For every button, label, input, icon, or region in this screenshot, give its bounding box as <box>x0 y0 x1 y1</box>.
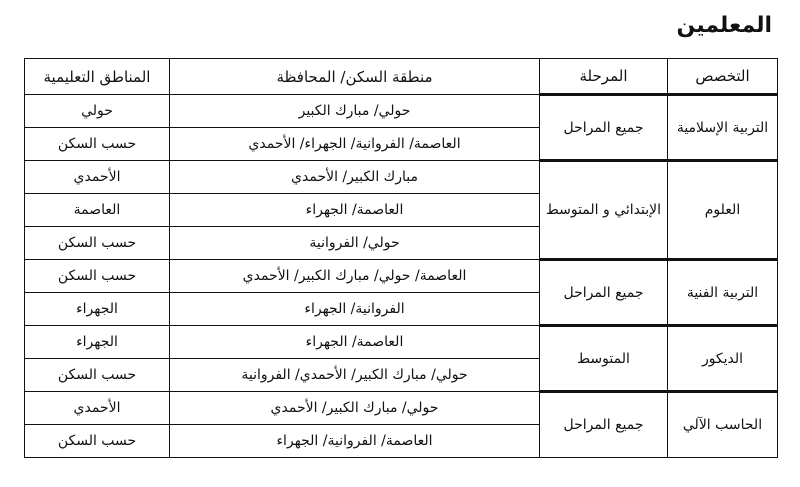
table-body <box>25 95 778 458</box>
stage-cell: جميع المراحل <box>540 260 668 326</box>
header-zones: المناطق التعليمية <box>25 59 170 95</box>
header-stage: المرحلة <box>540 59 668 95</box>
header-row <box>25 59 778 95</box>
zone-cell: الجهراء <box>25 326 170 359</box>
teachers-table <box>24 58 778 458</box>
stage-cell: جميع المراحل <box>540 95 668 161</box>
stage-cell: الإبتدائي و المتوسط <box>540 161 668 260</box>
specialty-cell: الديكور <box>668 326 778 392</box>
residence-cell: العاصمة/ حولي/ مبارك الكبير/ الأحمدي <box>170 260 540 293</box>
zone-cell: حسب السكن <box>25 227 170 260</box>
header-residence: منطقة السكن/ المحافظة <box>170 59 540 95</box>
table-row <box>25 326 778 359</box>
stage-cell: المتوسط <box>540 326 668 392</box>
residence-cell: حولي/ مبارك الكبير/ الأحمدي <box>170 392 540 425</box>
zone-cell: الجهراء <box>25 293 170 326</box>
stage-cell: جميع المراحل <box>540 392 668 458</box>
residence-cell: العاصمة/ الجهراء <box>170 326 540 359</box>
specialty-cell: الحاسب الآلي <box>668 392 778 458</box>
specialty-cell: التربية الفنية <box>668 260 778 326</box>
header-specialty: التخصص <box>668 59 778 95</box>
zone-cell: حسب السكن <box>25 128 170 161</box>
table-row <box>25 392 778 425</box>
residence-cell: العاصمة/ الفروانية/ الجهراء/ الأحمدي <box>170 128 540 161</box>
zone-cell: حسب السكن <box>25 425 170 458</box>
specialty-cell: العلوم <box>668 161 778 260</box>
residence-cell: الفروانية/ الجهراء <box>170 293 540 326</box>
residence-cell: حولي/ مبارك الكبير/ الأحمدي/ الفروانية <box>170 359 540 392</box>
table-row <box>25 260 778 293</box>
zone-cell: حولي <box>25 95 170 128</box>
residence-cell: مبارك الكبير/ الأحمدي <box>170 161 540 194</box>
table-row <box>25 161 778 194</box>
residence-cell: حولي/ مبارك الكبير <box>170 95 540 128</box>
page-title: المعلمين <box>676 13 772 38</box>
zone-cell: حسب السكن <box>25 359 170 392</box>
specialty-cell: التربية الإسلامية <box>668 95 778 161</box>
residence-cell: العاصمة/ الجهراء <box>170 194 540 227</box>
zone-cell: العاصمة <box>25 194 170 227</box>
zone-cell: الأحمدي <box>25 161 170 194</box>
zone-cell: حسب السكن <box>25 260 170 293</box>
zone-cell: الأحمدي <box>25 392 170 425</box>
residence-cell: العاصمة/ الفروانية/ الجهراء <box>170 425 540 458</box>
table-row <box>25 95 778 128</box>
residence-cell: حولي/ الفروانية <box>170 227 540 260</box>
